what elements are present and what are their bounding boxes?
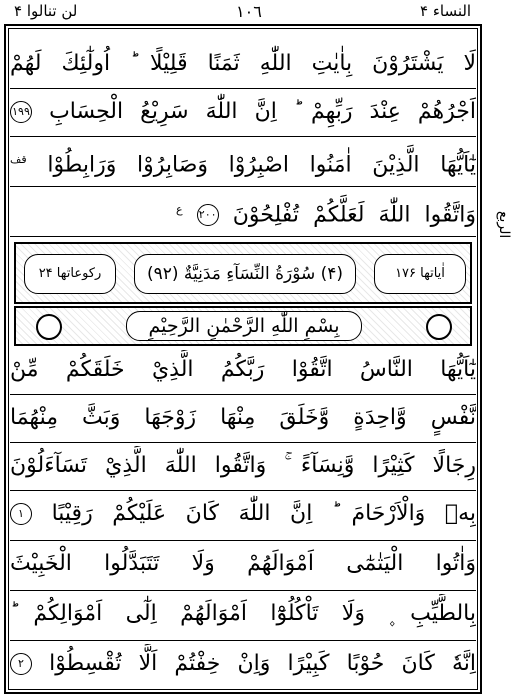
line-text: لَا يَشْتَرُوْنَ بِاٰيٰتِ اللّٰهِ ثَمَنًا قَلِيْلًا ؕ اُولٰٓئِكَ لَهُمْ [10, 51, 476, 76]
surah-title: النساء ۴ [420, 2, 472, 20]
text-line [10, 350, 476, 390]
text-line [10, 92, 476, 132]
line-text: وَاتَّقُوا اللّٰهَ لَعَلَّكُمْ تُفْلِحُوْنَ [232, 202, 476, 228]
line-divider [10, 490, 476, 491]
text-line [10, 140, 476, 180]
basmala: بِسْمِ اللّٰهِ الرَّحْمٰنِ الرَّحِيْمِ [126, 311, 362, 341]
text-line [10, 644, 476, 684]
line-text: يٰٓاَيُّهَا النَّاسُ اتَّقُوْا رَبَّكُمُ الَّذِيْ خَلَقَكُمْ مِّنْ [10, 357, 476, 382]
surah-name-cell: (۴) سُوْرَةُ النِّسَآءِ مَدَنِيَّةٌ (۹۲) [134, 254, 356, 294]
line-text: يٰٓاَيُّهَا الَّذِيْنَ اٰمَنُوا اصْبِرُوْا وَصَابِرُوْا وَرَابِطُوْا [47, 152, 476, 178]
ruku-count-cell: رکوعاتها ۲۴ [24, 254, 116, 294]
line-divider [10, 88, 476, 89]
line-divider [10, 394, 476, 395]
running-header [0, 0, 518, 22]
ruku-mark: ع [176, 203, 183, 216]
line-text: بِالطَّيِّبِ ۪ وَلَا تَاْكُلُوْٓا اَمْوَالَهُمْ اِلٰٓى اَمْوَالِكُمْ ؕ [10, 601, 476, 626]
line-text: وَاٰتُوا الْيَتٰمٰٓى اَمْوَالَهُمْ وَلَا تَتَبَدَّلُوا الْخَبِيْثَ [10, 551, 476, 576]
page-number: ١٠٦ [236, 2, 262, 21]
line-divider [10, 136, 476, 137]
line-divider [10, 640, 476, 641]
juz-title: لن تنالوا ۴ [14, 2, 78, 20]
line-divider [10, 186, 476, 187]
line-text: نَّفْسٍ وَّاحِدَةٍ وَّخَلَقَ مِنْهَا زَوْجَهَا وَبَثَّ مِنْهُمَا [10, 405, 476, 430]
ornament-icon [36, 314, 62, 340]
line-text: اَجْرُهُمْ عِنْدَ رَبِّهِمْ ؕ اِنَّ اللّٰهَ سَرِيْعُ الْحِسَابِ [49, 99, 476, 124]
text-line [10, 398, 476, 438]
text-line [10, 446, 476, 486]
line-divider [10, 442, 476, 443]
ayah-number-marker: ٢ [10, 653, 32, 675]
text-line [10, 494, 476, 534]
text-line [10, 594, 476, 634]
basmala-box [14, 306, 472, 346]
text-line [10, 544, 476, 584]
line-text: اِنَّهٗ كَانَ حُوْبًا كَبِيْرًا وَاِنْ خِفْتُمْ اَلَّا تُقْسِطُوْا [49, 651, 476, 676]
side-marker: الربع [496, 211, 512, 239]
ayah-number-marker: ١ [10, 503, 32, 525]
text-line [176, 190, 476, 230]
pause-mark: قف [10, 153, 27, 166]
ayah-count-cell: اٰیاتها ۱۷۶ [374, 254, 466, 294]
ayah-number-marker: ٢٠٠ [197, 204, 219, 226]
line-divider [10, 540, 476, 541]
ornament-icon [426, 314, 452, 340]
line-divider [10, 236, 476, 237]
text-line [10, 44, 476, 84]
line-text: رِجَالًا كَثِيْرًا وَّنِسَآءً ۚ وَاتَّقُوا اللّٰهَ الَّذِيْ تَسَآءَلُوْنَ [10, 453, 476, 478]
ayah-number-marker: ١٩٩ [10, 101, 32, 123]
surah-heading-box [14, 242, 472, 304]
line-divider [10, 590, 476, 591]
line-text: بِهٖ وَالْاَرْحَامَ ؕ اِنَّ اللّٰهَ كَانَ عَلَيْكُمْ رَقِيْبًا [51, 501, 476, 526]
